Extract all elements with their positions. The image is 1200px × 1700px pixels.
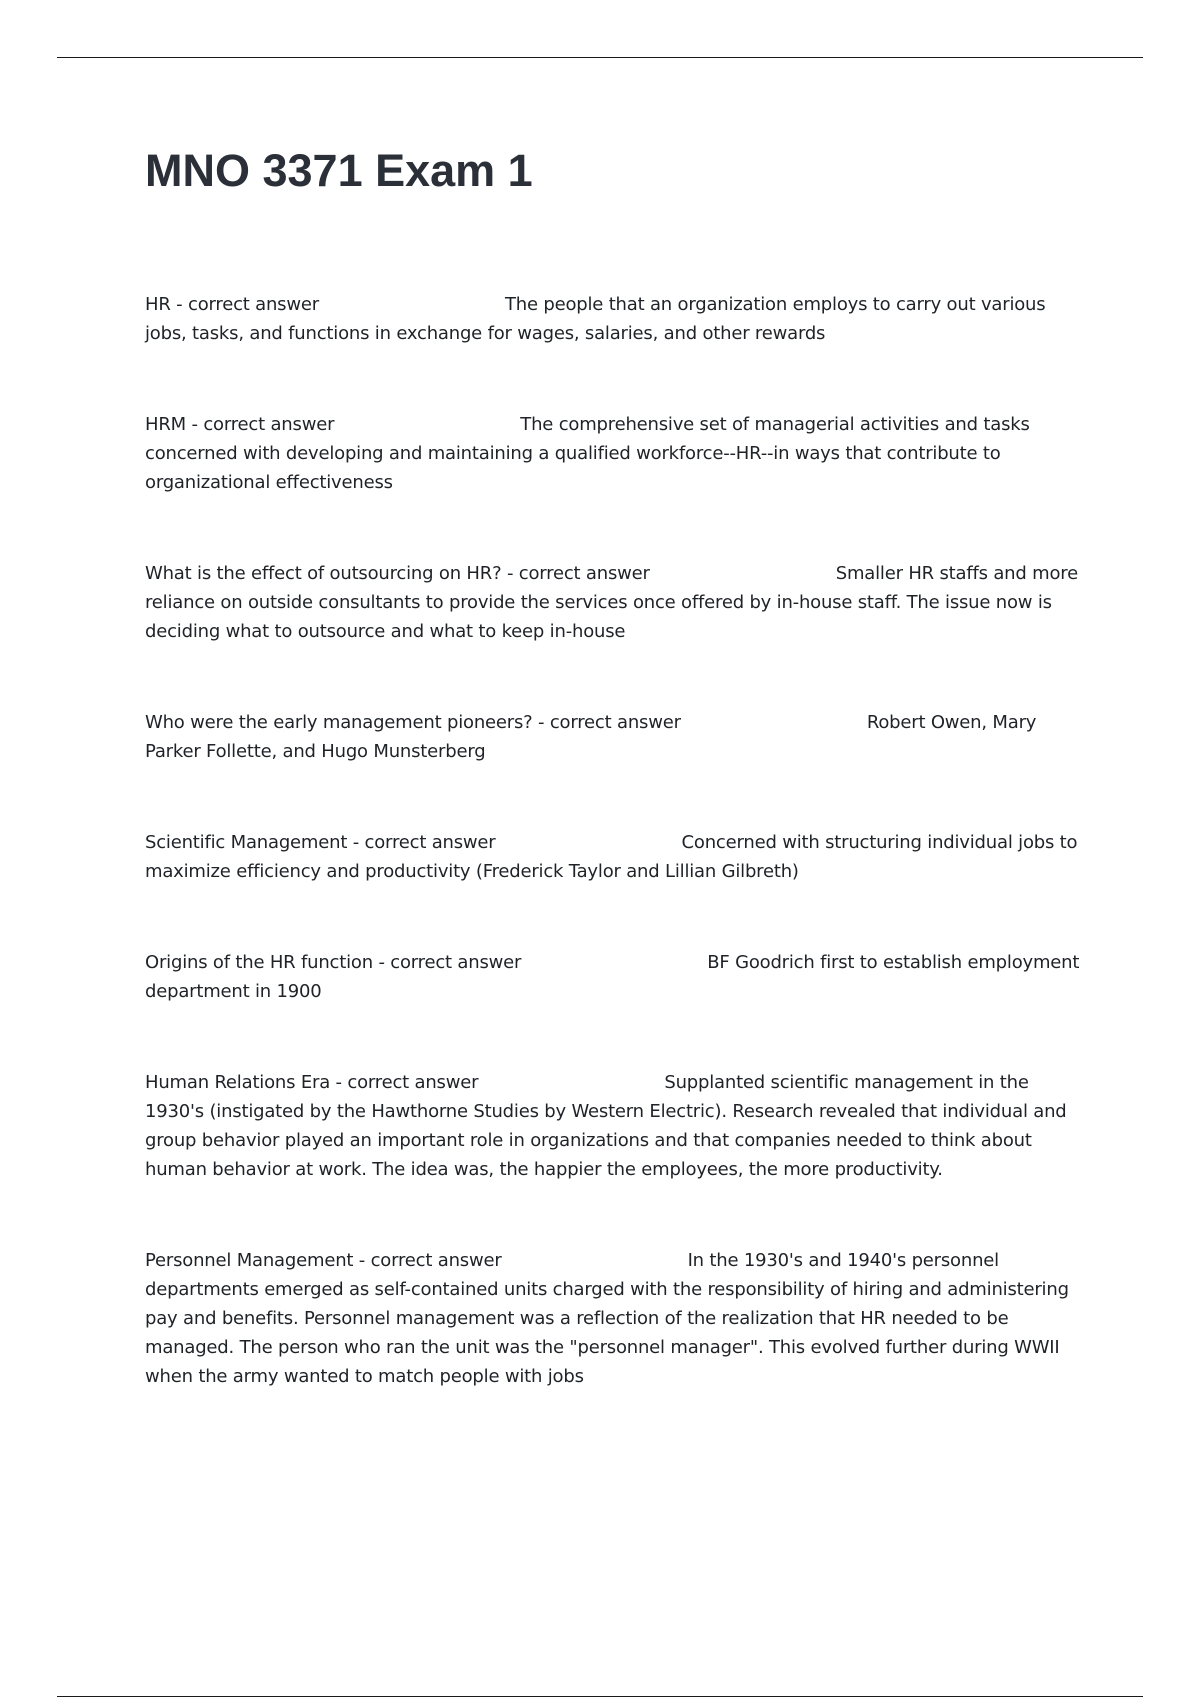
qa-item bbox=[145, 1068, 1090, 1184]
qa-item bbox=[145, 410, 1090, 497]
question-text: Human Relations Era bbox=[145, 1072, 331, 1093]
qa-item bbox=[145, 559, 1090, 646]
answer-tag: correct answer bbox=[549, 712, 681, 733]
answer-tag: correct answer bbox=[347, 1072, 479, 1093]
separator: - bbox=[501, 563, 519, 584]
separator: - bbox=[330, 1072, 348, 1093]
separator: - bbox=[532, 712, 550, 733]
question-text: HR bbox=[145, 294, 171, 315]
question-text: Scientific Management bbox=[145, 832, 348, 853]
answer-text: Smaller HR staffs and more reliance on outside consultants to provide the services once offered by in-house staff. The issue now is deciding what to outsource and what to keep in-house bbox=[145, 563, 1078, 642]
top-rule bbox=[57, 57, 1143, 58]
separator: - bbox=[185, 414, 204, 435]
bottom-rule bbox=[57, 1696, 1143, 1697]
question-text: Personnel Management bbox=[145, 1250, 354, 1271]
question-text: What is the effect of outsourcing on HR? bbox=[145, 563, 502, 584]
separator: - bbox=[170, 294, 188, 315]
answer-text: Concerned with structuring individual jobs to maximize efficiency and productivity (Frederick Taylor and Lillian Gilbreth) bbox=[145, 832, 1078, 882]
question-text: Who were the early management pioneers? bbox=[145, 712, 533, 733]
answer-tag: correct answer bbox=[518, 563, 650, 584]
answer-text: Robert Owen, Mary Parker Follette, and Hugo Munsterberg bbox=[145, 712, 1037, 762]
separator: - bbox=[372, 952, 391, 973]
answer-tag: correct answer bbox=[364, 832, 496, 853]
answer-tag: correct answer bbox=[203, 414, 335, 435]
question-text: HRM bbox=[145, 414, 186, 435]
answer-tag: correct answer bbox=[390, 952, 522, 973]
qa-list bbox=[145, 290, 1090, 1391]
answer-tag: correct answer bbox=[188, 294, 319, 315]
qa-item bbox=[145, 828, 1090, 886]
separator: - bbox=[353, 1250, 371, 1271]
answer-tag: correct answer bbox=[370, 1250, 502, 1271]
answer-text: The comprehensive set of managerial activities and tasks concerned with developing and maintaining a qualified workforce--HR--in ways that contribute to organizational effectiveness bbox=[145, 414, 1030, 493]
qa-item bbox=[145, 708, 1090, 766]
answer-text: In the 1930's and 1940's personnel departments emerged as self-contained units charged with the responsibility of hiring and administering pay and benefits. Personnel management was a reflection of the realization that HR needed to be managed. The person who ran the unit was the "personnel manager". This evolved further during WWII when the army wanted to match people with jobs bbox=[145, 1250, 1069, 1387]
question-text: Origins of the HR function bbox=[145, 952, 373, 973]
page-title: MNO 3371 Exam 1 bbox=[145, 145, 533, 196]
answer-text: Supplanted scientific management in the 1930's (instigated by the Hawthorne Studies by Western Electric). Research revealed that individual and group behavior played an important role in organizations and that companies needed to think about human behavior at work. The idea was, the happier the employees, the more productivity. bbox=[145, 1072, 1067, 1180]
answer-text: BF Goodrich first to establish employment department in 1900 bbox=[145, 952, 1080, 1002]
qa-item bbox=[145, 1246, 1090, 1391]
qa-item bbox=[145, 290, 1090, 348]
qa-item bbox=[145, 948, 1090, 1006]
separator: - bbox=[347, 832, 365, 853]
answer-text: The people that an organization employs to carry out various jobs, tasks, and functions in exchange for wages, salaries, and other rewards bbox=[145, 294, 1046, 344]
